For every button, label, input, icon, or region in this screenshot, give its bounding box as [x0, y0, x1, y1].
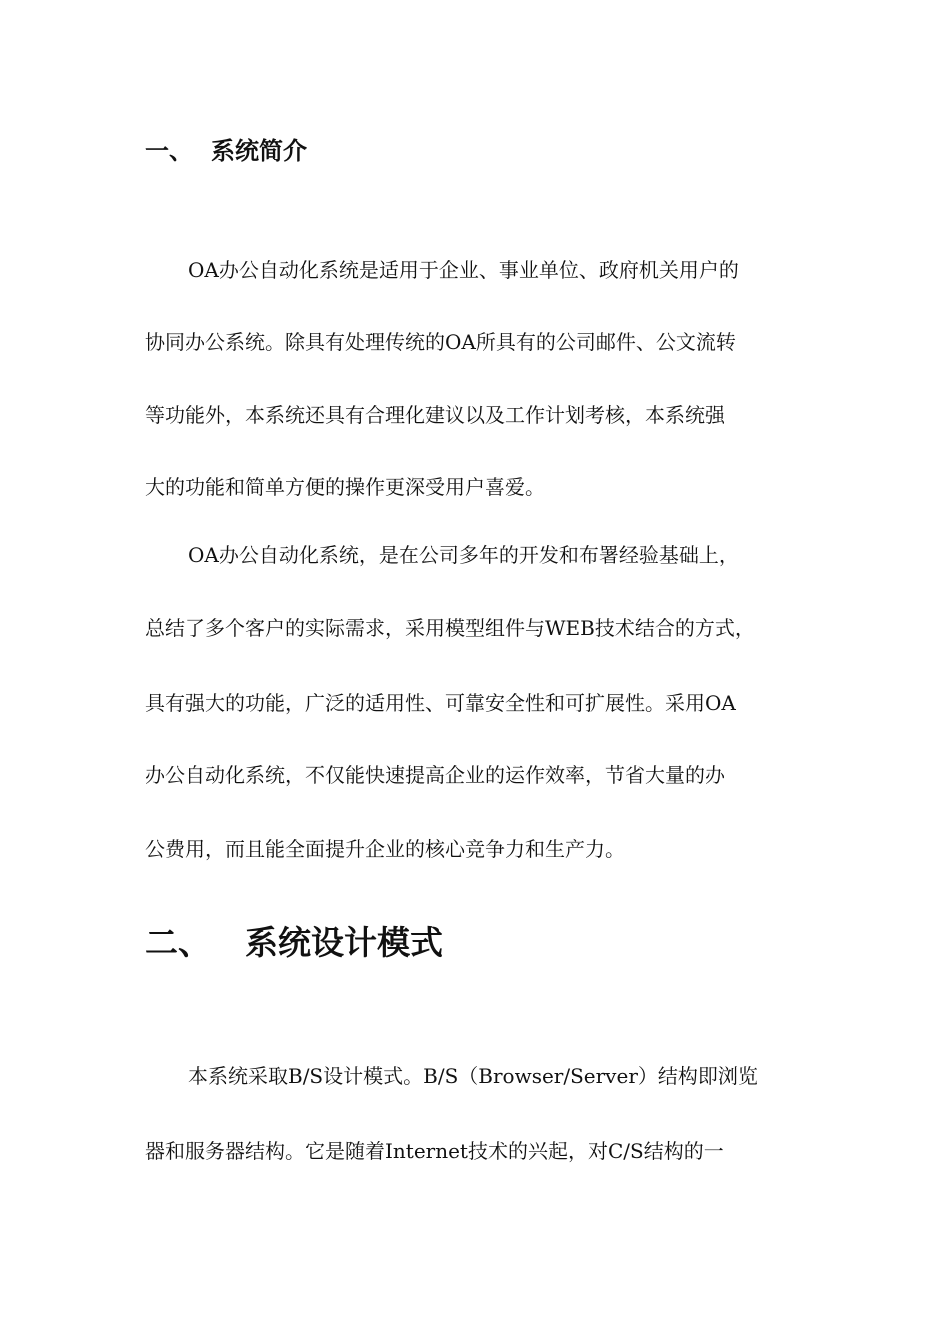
paragraph-1-line-4: 大的功能和简单方便的操作更深受用户喜爱。: [145, 475, 545, 499]
section-2-title: 系统设计模式: [245, 923, 443, 962]
paragraph-1-line-2: 协同办公系统。除具有处理传统的OA所具有的公司邮件、公文流转: [145, 330, 736, 354]
paragraph-2-line-4: 办公自动化系统，不仅能快速提高企业的运作效率，节省大量的办: [145, 763, 725, 787]
paragraph-2-line-2: 总结了多个客户的实际需求，采用模型组件与WEB技术结合的方式，: [145, 616, 755, 640]
paragraph-3-line-2: 器和服务器结构。它是随着Internet技术的兴起，对C/S结构的一: [145, 1139, 724, 1163]
paragraph-2-line-3: 具有强大的功能，广泛的适用性、可靠安全性和可扩展性。采用OA: [145, 691, 736, 715]
section-2-heading: [145, 918, 443, 968]
section-2-number: 二、: [145, 923, 211, 962]
paragraph-2-line-1: OA办公自动化系统，是在公司多年的开发和布署经验基础上，: [188, 543, 739, 567]
section-1-number: 一、: [145, 137, 193, 165]
section-1-heading: [145, 133, 307, 169]
paragraph-3-line-1: 本系统采取B/S设计模式。B/S（Browser/Server）结构即浏览: [188, 1064, 758, 1088]
paragraph-1-line-1: OA办公自动化系统是适用于企业、事业单位、政府机关用户的: [188, 258, 739, 282]
paragraph-2-line-5: 公费用，而且能全面提升企业的核心竞争力和生产力。: [145, 837, 625, 861]
section-1-title: 系统简介: [211, 137, 307, 165]
paragraph-1-line-3: 等功能外，本系统还具有合理化建议以及工作计划考核，本系统强: [145, 403, 725, 427]
